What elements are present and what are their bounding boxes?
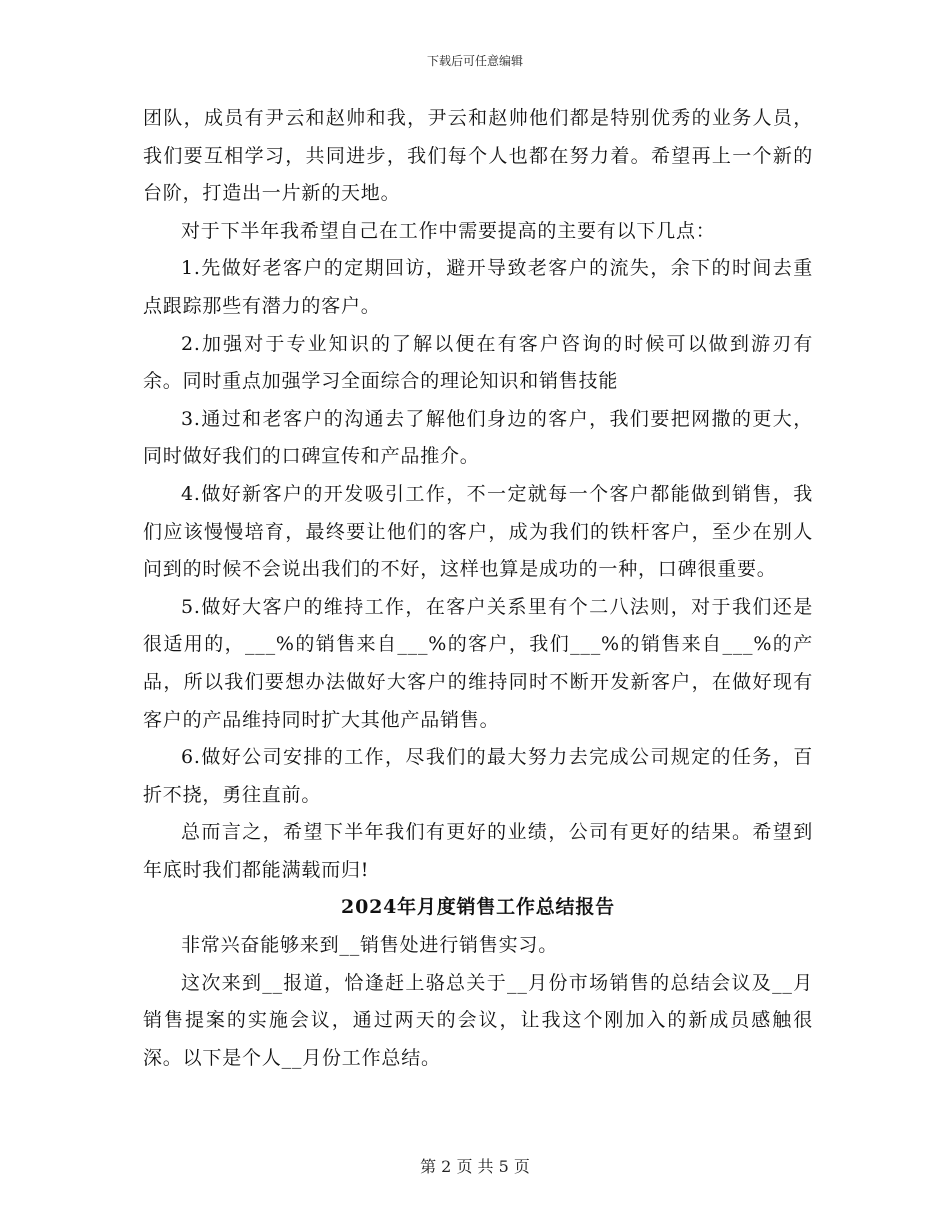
list-item: 5.做好大客户的维持工作，在客户关系里有个二八法则，对于我们还是很适用的，___%的销售来自___%的客户，我们___%的销售来自___%的产品，所以我们要想办法做好大客户的维持同时不断开发新客户，在做好现有客户的产品维持同时扩大其他产品销售。: [143, 595, 813, 731]
paragraph: 非常兴奋能够来到__销售处进行销售实习。: [181, 934, 559, 957]
list-item: 2.加强对于专业知识的了解以便在有客户咨询的时候可以做到游刃有余。同时重点加强学习全面综合的理论知识和销售技能: [143, 332, 813, 393]
paragraph: 对于下半年我希望自己在工作中需要提高的主要有以下几点：: [181, 219, 716, 242]
list-item: 1.先做好老客户的定期回访，避开导致老客户的流失，余下的时间去重点跟踪那些有潜力的客户。: [143, 257, 813, 317]
document-body: [143, 100, 813, 1077]
list-item: 6.做好公司安排的工作，尽我们的最大努力去完成公司规定的任务，百折不挠，勇往直前。: [143, 746, 813, 806]
section-title: 2024年月度销售工作总结报告: [341, 896, 615, 919]
list-item: 4.做好新客户的开发吸引工作，不一定就每一个客户都能做到销售，我们应该慢慢培育，最终要让他们的客户，成为我们的铁杆客户，至少在别人问到的时候不会说出我们的不好，这样也算是成功的一种，口碑很重要。: [143, 482, 813, 581]
paragraph: 这次来到__报道，恰逢赶上骆总关于__月份市场销售的总结会议及__月销售提案的实施会议，通过两天的会议，让我这个刚加入的新成员感触很深。以下是个人__月份工作总结。: [143, 971, 813, 1069]
page-header: 下载后可任意编辑: [426, 54, 523, 68]
page-number: 第 2 页 共 5 页: [420, 1157, 530, 1176]
list-item: 3.通过和老客户的沟通去了解他们身边的客户，我们要把网撒的更大，同时做好我们的口碑宣传和产品推介。: [143, 407, 813, 468]
paragraph: 团队，成员有尹云和赵帅和我，尹云和赵帅他们都是特别优秀的业务人员，我们要互相学习，共同进步，我们每个人也都在努力着。希望再上一个新的台阶，打造出一片新的天地。: [143, 107, 813, 205]
paragraph: 总而言之，希望下半年我们有更好的业绩，公司有更好的结果。希望到年底时我们都能满载而归!: [143, 821, 813, 881]
